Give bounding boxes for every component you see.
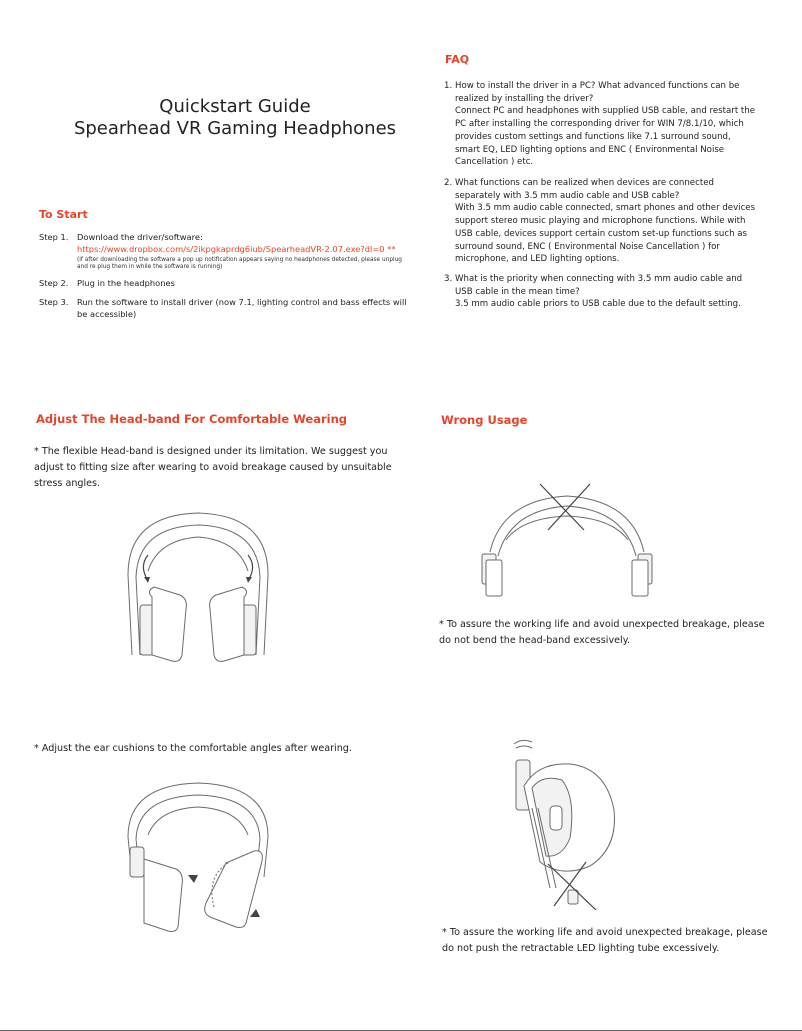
- faq-answer: With 3.5 mm audio cable connected, smart phones and other devices support stereo music playing and microphone functions. While with USB cable, devices support certain custom set-up functions such as surround sound, ENC ( Environmental Noise Cancellation ) for microphone, and LED lighting options.: [455, 203, 756, 265]
- adjust-heading: Adjust The Head-band For Comfortable Wearing: [36, 412, 348, 426]
- faq-heading: FAQ: [445, 53, 470, 66]
- step-text: Run the software to install driver (now 7.1, lighting control and bass effects will be accessible): [77, 297, 407, 319]
- step-number: Step 1.: [39, 232, 69, 242]
- title-line-2: Spearhead VR Gaming Headphones: [73, 118, 397, 139]
- step-2: [39, 277, 409, 291]
- wrong-usage-heading: Wrong Usage: [441, 413, 528, 427]
- faq-question: How to install the driver in a PC? What advanced functions can be realized by installing the driver?: [455, 81, 740, 104]
- step-number: Step 2.: [39, 278, 69, 288]
- faq-item-1: [444, 80, 759, 170]
- faq-answer: 3.5 mm audio cable priors to USB cable due to the default setting.: [455, 299, 741, 310]
- step-number: Step 3.: [39, 297, 69, 307]
- wrong-text-headband: * To assure the working life and avoid unexpected breakage, please do not bend the head-band excessively.: [439, 619, 765, 646]
- adjust-text-headband: * The flexible Head-band is designed under its limitation. We suggest you adjust to fitting size after wearing to avoid breakage caused by unsuitable stress angles.: [34, 446, 392, 489]
- wrong-text-led: * To assure the working life and avoid unexpected breakage, please do not push the retractable LED lighting tube excessively.: [442, 927, 768, 954]
- arrow-icon: [250, 909, 260, 917]
- step-1: [39, 231, 409, 271]
- title-line-1: Quickstart Guide: [159, 96, 311, 117]
- step-text: Plug in the headphones: [77, 278, 175, 288]
- headband-adjust-illustration: [118, 505, 278, 670]
- faq-question: What functions can be realized when devices are connected separately with 3.5 mm audio cable and USB cable?: [455, 178, 714, 201]
- faq-item-2: [444, 177, 759, 277]
- arrow-icon: [188, 875, 198, 883]
- download-link[interactable]: https://www.dropbox.com/s/2ikpgkaprdg6iub/SpearheadVR-2.07.exe?dl=0 **: [77, 244, 396, 254]
- step-note: (if after downloading the software a pop up notification appears saying no headphones detected, please unplug and re plug them in while the software is running): [77, 257, 402, 270]
- arrow-down-icon: [144, 577, 150, 583]
- step-text: Download the driver/software:: [77, 232, 203, 242]
- page-title: [40, 96, 430, 140]
- faq-number: 2.: [444, 178, 453, 188]
- faq-item-3: [444, 273, 759, 313]
- faq-question: What is the priority when connecting with 3.5 mm audio cable and USB cable in the mean time?: [455, 274, 743, 297]
- faq-number: 1.: [444, 81, 453, 91]
- arrow-down-icon: [246, 577, 252, 583]
- cushion-adjust-illustration: [118, 777, 278, 937]
- bent-headband-illustration: [472, 480, 662, 605]
- to-start-heading: To Start: [39, 208, 88, 221]
- step-3: [39, 296, 409, 322]
- faq-number: 3.: [444, 274, 453, 284]
- faq-answer: Connect PC and headphones with supplied USB cable, and restart the PC after installing the corresponding driver for WIN 7/8.1/10, which provides custom settings and functions like 7.1 surround sound, smart EQ, LED lighting options and ENC ( Environmental Noise Cancellation ) etc.: [455, 106, 756, 168]
- adjust-text-cushion: * Adjust the ear cushions to the comfortable angles after wearing.: [34, 743, 352, 754]
- led-tube-illustration: [510, 738, 630, 910]
